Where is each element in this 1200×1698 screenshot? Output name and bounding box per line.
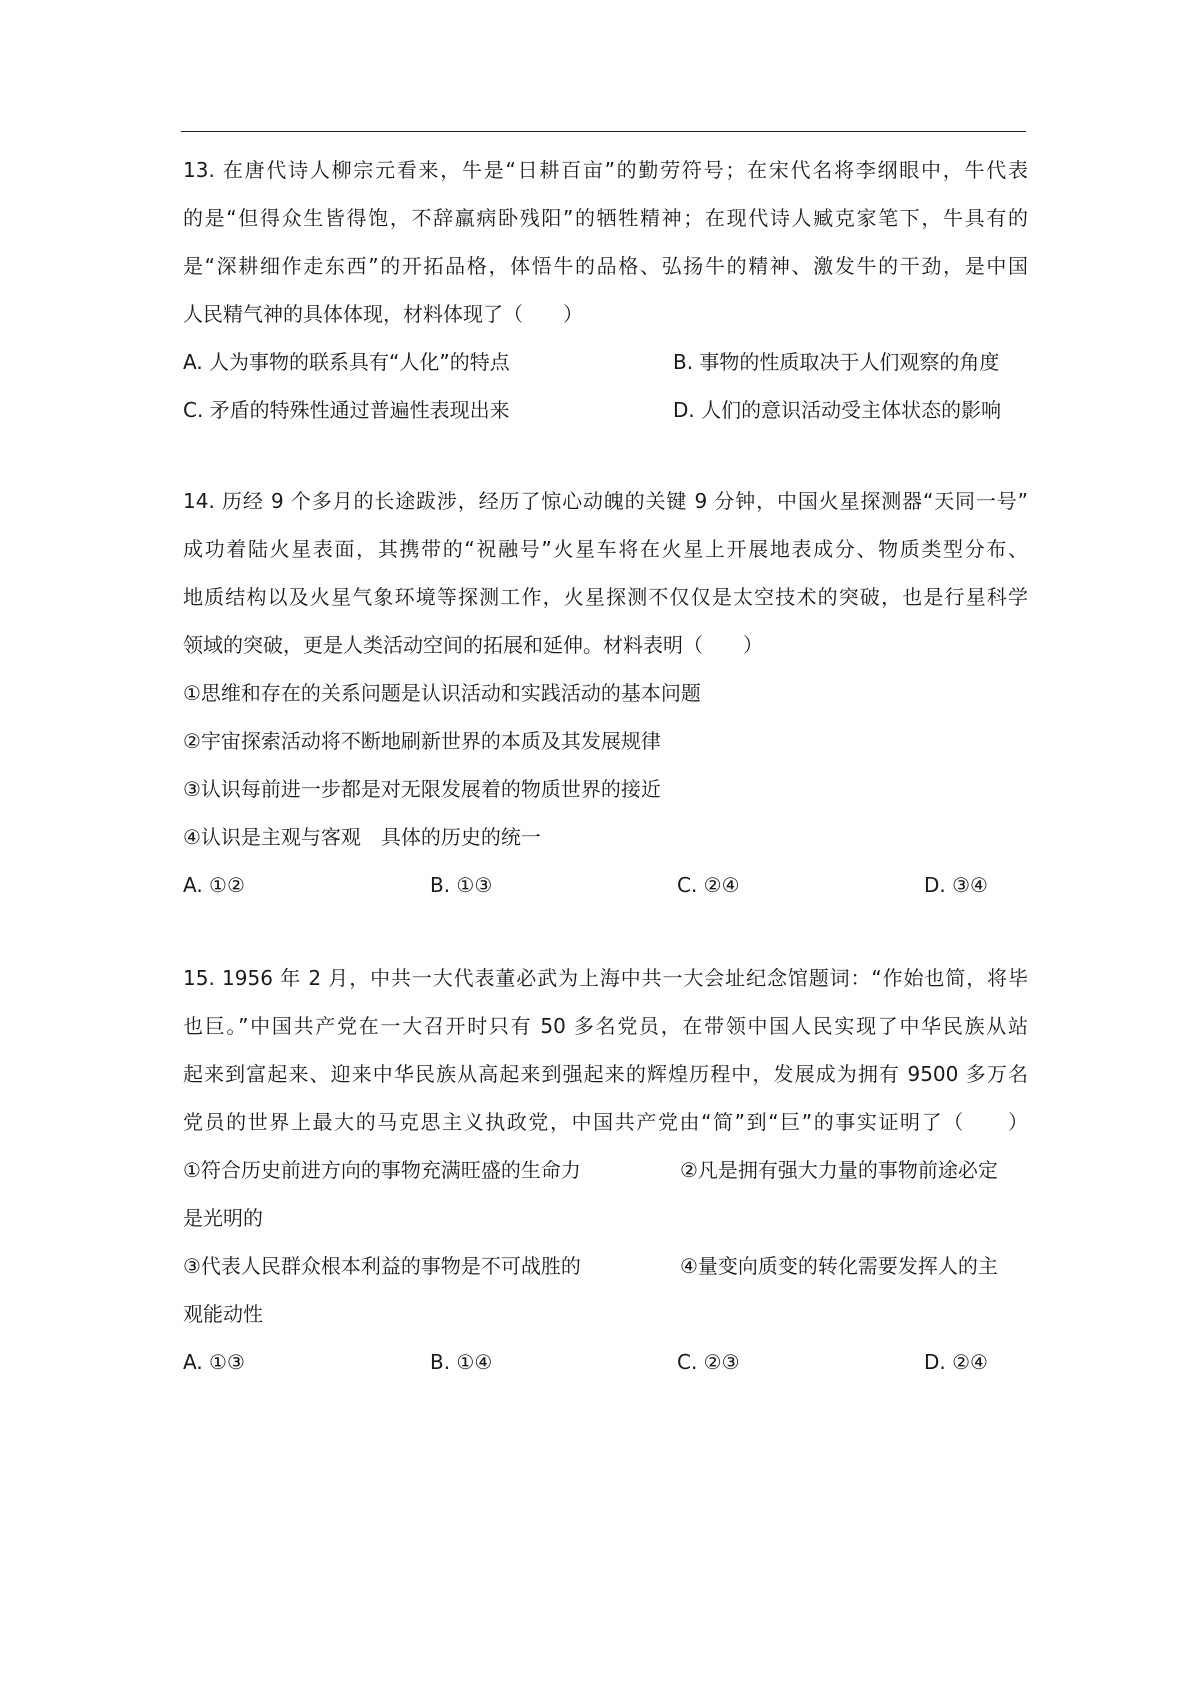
question-15-option-a: A. ①③ xyxy=(183,1350,245,1374)
question-13 xyxy=(183,158,1028,446)
question-15-item-3: ③代表人民群众根本利益的事物是不可战胜的 xyxy=(183,1254,581,1278)
question-13-stem-line-3: 是“深耕细作走东西”的开拓品格，体悟牛的品格、弘扬牛的精神、激发牛的干劲，是中国 xyxy=(183,254,1028,278)
question-15-stem-line-2: 也巨。”中国共产党在一大召开时只有 50 多名党员，在带领中国人民实现了中华民族从站 xyxy=(183,1014,1028,1038)
question-13-option-a: A. 人为事物的联系具有“人化”的特点 xyxy=(183,350,510,374)
question-14-stem-line-3: 地质结构以及火星气象环境等探测工作，火星探测不仅仅是太空技术的突破，也是行星科学 xyxy=(183,585,1028,609)
question-14-item-1: ①思维和存在的关系问题是认识活动和实践活动的基本问题 xyxy=(183,681,701,705)
question-14-item-2: ②宇宙探索活动将不断地刷新世界的本质及其发展规律 xyxy=(183,729,661,753)
question-13-options-row-2 xyxy=(183,398,1028,422)
question-14-option-c: C. ②④ xyxy=(677,873,740,897)
question-15-stem-line-1: 15. 1956 年 2 月，中共一大代表董必武为上海中共一大会址纪念馆题词：“作始也简，将毕 xyxy=(183,966,1028,990)
question-14-item-4: ④认识是主观与客观 具体的历史的统一 xyxy=(183,825,541,849)
question-14-option-a: A. ①② xyxy=(183,873,245,897)
question-13-stem-line-1: 13. 在唐代诗人柳宗元看来，牛是“日耕百亩”的勤劳符号；在宋代名将李纲眼中，牛代表 xyxy=(183,158,1028,182)
question-15-option-c: C. ②③ xyxy=(677,1350,740,1374)
question-13-options-row-1 xyxy=(183,350,1028,374)
question-14-option-d: D. ③④ xyxy=(924,873,988,897)
question-14 xyxy=(183,489,1028,897)
question-15-stem-line-4: 党员的世界上最大的马克思主义执政党，中国共产党由“简”到“巨”的事实证明了（ ） xyxy=(183,1110,1028,1134)
question-14-item-3: ③认识每前进一步都是对无限发展着的物质世界的接近 xyxy=(183,777,661,801)
question-13-option-d: D. 人们的意识活动受主体状态的影响 xyxy=(673,398,1002,422)
question-14-stem-line-2: 成功着陆火星表面，其携带的“祝融号”火星车将在火星上开展地表成分、物质类型分布、 xyxy=(183,537,1028,561)
question-15-items-row-1 xyxy=(183,1158,1028,1182)
question-13-stem-line-4: 人民精气神的具体体现，材料体现了（ ） xyxy=(183,302,583,326)
question-14-stem-line-4: 领域的突破，更是人类活动空间的拓展和延伸。材料表明（ ） xyxy=(183,633,763,657)
question-15 xyxy=(183,966,1028,1374)
question-15-option-d: D. ②④ xyxy=(924,1350,988,1374)
header-rule xyxy=(181,131,1026,132)
question-14-options xyxy=(183,873,1028,897)
question-15-item-2: ②凡是拥有强大力量的事物前途必定 xyxy=(680,1158,998,1182)
question-13-stem-line-2: 的是“但得众生皆得饱，不辞羸病卧残阳”的牺牲精神；在现代诗人臧克家笔下，牛具有的 xyxy=(183,206,1028,230)
question-15-options xyxy=(183,1350,1028,1374)
question-15-item-4-continued: 观能动性 xyxy=(183,1302,263,1326)
question-15-item-4: ④量变向质变的转化需要发挥人的主 xyxy=(680,1254,998,1278)
question-13-option-b: B. 事物的性质取决于人们观察的角度 xyxy=(673,350,1000,374)
question-13-option-c: C. 矛盾的特殊性通过普遍性表现出来 xyxy=(183,398,510,422)
question-14-option-b: B. ①③ xyxy=(430,873,493,897)
question-15-stem-line-3: 起来到富起来、迎来中华民族从高起来到强起来的辉煌历程中，发展成为拥有 9500 多万名 xyxy=(183,1062,1028,1086)
question-15-item-2-continued: 是光明的 xyxy=(183,1206,263,1230)
question-15-option-b: B. ①④ xyxy=(430,1350,493,1374)
question-15-item-1: ①符合历史前进方向的事物充满旺盛的生命力 xyxy=(183,1158,581,1182)
question-15-items-row-2 xyxy=(183,1254,1028,1278)
question-14-stem-line-1: 14. 历经 9 个多月的长途跋涉，经历了惊心动魄的关键 9 分钟，中国火星探测器“天同一号” xyxy=(183,489,1028,513)
